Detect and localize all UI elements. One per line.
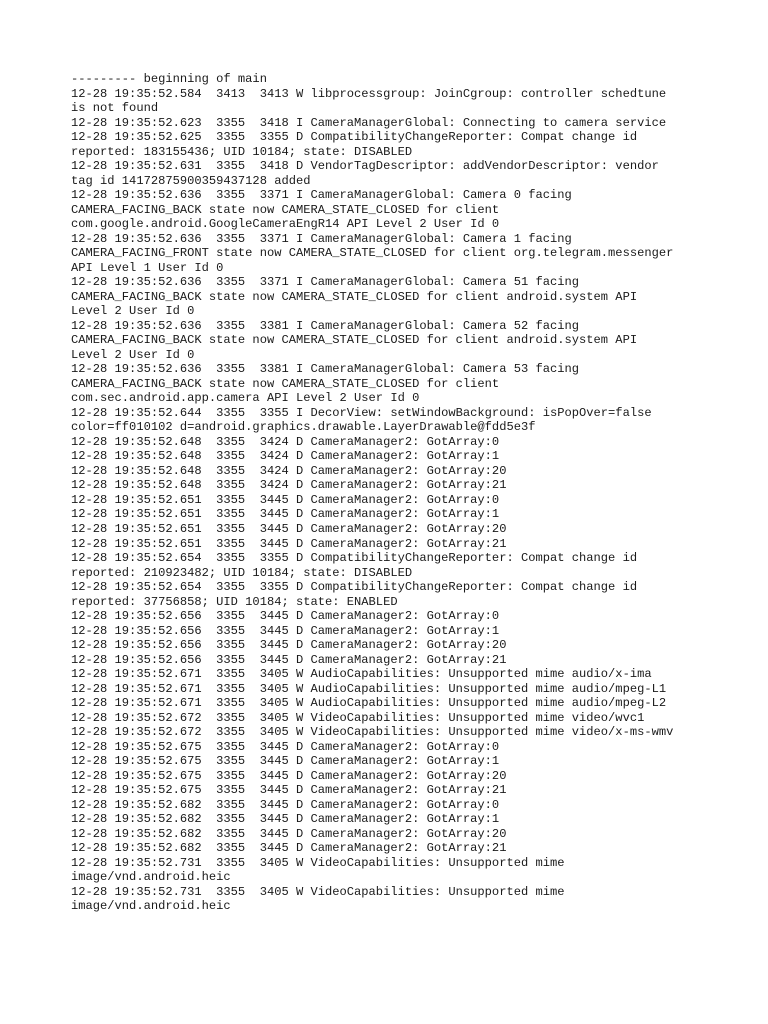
log-line: --------- beginning of main bbox=[71, 72, 267, 86]
log-line: Level 2 User Id 0 bbox=[71, 347, 195, 362]
log-line: 12-28 19:35:52.675 3355 3445 D CameraManager2: GotArray:20 bbox=[71, 768, 507, 783]
log-line: 12-28 19:35:52.672 3355 3405 W VideoCapabilities: Unsupported mime video/wvc1 bbox=[71, 710, 645, 725]
log-line: 12-28 19:35:52.671 3355 3405 W AudioCapabilities: Unsupported mime audio/x-ima bbox=[71, 667, 652, 682]
log-line: 12-28 19:35:52.682 3355 3445 D CameraManager2: GotArray:0 bbox=[71, 797, 500, 812]
log-line: 12-28 19:35:52.631 3355 3418 D VendorTagDescriptor: addVendorDescriptor: vendor bbox=[71, 159, 659, 174]
log-line: reported: 37756858; UID 10184; state: ENABLED bbox=[71, 594, 398, 609]
log-line: 12-28 19:35:52.584 3413 3413 W libprocessgroup: JoinCgroup: controller schedtune bbox=[71, 86, 667, 101]
log-line: 12-28 19:35:52.656 3355 3445 D CameraManager2: GotArray:21 bbox=[71, 652, 507, 667]
log-line: 12-28 19:35:52.731 3355 3405 W VideoCapabilities: Unsupported mime bbox=[71, 855, 565, 870]
log-line: 12-28 19:35:52.682 3355 3445 D CameraManager2: GotArray:21 bbox=[71, 841, 507, 856]
log-line: image/vnd.android.heic bbox=[71, 899, 231, 914]
log-line: 12-28 19:35:52.682 3355 3445 D CameraManager2: GotArray:1 bbox=[71, 812, 500, 827]
log-line: 12-28 19:35:52.731 3355 3405 W VideoCapabilities: Unsupported mime bbox=[71, 884, 565, 899]
log-line: 12-28 19:35:52.671 3355 3405 W AudioCapabilities: Unsupported mime audio/mpeg-L1 bbox=[71, 681, 667, 696]
log-line: reported: 183155436; UID 10184; state: DISABLED bbox=[71, 144, 413, 159]
log-line: 12-28 19:35:52.682 3355 3445 D CameraManager2: GotArray:20 bbox=[71, 826, 507, 841]
log-line: 12-28 19:35:52.651 3355 3445 D CameraManager2: GotArray:20 bbox=[71, 521, 507, 536]
log-line: 12-28 19:35:52.654 3355 3355 D CompatibilityChangeReporter: Compat change id bbox=[71, 580, 638, 595]
log-line: Level 2 User Id 0 bbox=[71, 304, 195, 319]
log-line: CAMERA_FACING_BACK state now CAMERA_STATE_CLOSED for client android.system API bbox=[71, 289, 638, 304]
log-line: 12-28 19:35:52.623 3355 3418 I CameraManagerGlobal: Connecting to camera service bbox=[71, 115, 667, 130]
log-line: 12-28 19:35:52.648 3355 3424 D CameraManager2: GotArray:20 bbox=[71, 463, 507, 478]
log-line: 12-28 19:35:52.656 3355 3445 D CameraManager2: GotArray:1 bbox=[71, 623, 500, 638]
log-line: 12-28 19:35:52.644 3355 3355 I DecorView: setWindowBackground: isPopOver=false bbox=[71, 405, 652, 420]
log-line: 12-28 19:35:52.636 3355 3371 I CameraManagerGlobal: Camera 51 facing bbox=[71, 275, 580, 290]
log-line: 12-28 19:35:52.656 3355 3445 D CameraManager2: GotArray:0 bbox=[71, 609, 500, 624]
log-line: 12-28 19:35:52.651 3355 3445 D CameraManager2: GotArray:0 bbox=[71, 492, 500, 507]
log-line: CAMERA_FACING_FRONT state now CAMERA_STATE_CLOSED for client org.telegram.messenger bbox=[71, 246, 674, 261]
log-line: image/vnd.android.heic bbox=[71, 870, 231, 885]
log-line: CAMERA_FACING_BACK state now CAMERA_STATE_CLOSED for client android.system API bbox=[71, 333, 638, 348]
log-line: 12-28 19:35:52.675 3355 3445 D CameraManager2: GotArray:21 bbox=[71, 783, 507, 798]
log-line: com.google.android.GoogleCameraEngR14 API Level 2 User Id 0 bbox=[71, 217, 500, 232]
log-line: reported: 210923482; UID 10184; state: DISABLED bbox=[71, 565, 413, 580]
log-line: 12-28 19:35:52.648 3355 3424 D CameraManager2: GotArray:21 bbox=[71, 478, 507, 493]
log-line: 12-28 19:35:52.654 3355 3355 D CompatibilityChangeReporter: Compat change id bbox=[71, 551, 638, 566]
log-line: 12-28 19:35:52.675 3355 3445 D CameraManager2: GotArray:1 bbox=[71, 754, 500, 769]
log-line: tag id 14172875900359437128 added bbox=[71, 173, 311, 188]
log-line: 12-28 19:35:52.675 3355 3445 D CameraManager2: GotArray:0 bbox=[71, 739, 500, 754]
log-line: 12-28 19:35:52.636 3355 3381 I CameraManagerGlobal: Camera 52 facing bbox=[71, 318, 580, 333]
log-line: color=ff010102 d=android.graphics.drawable.LayerDrawable@fdd5e3f bbox=[71, 420, 536, 435]
log-line: is not found bbox=[71, 101, 159, 116]
log-line: 12-28 19:35:52.648 3355 3424 D CameraManager2: GotArray:1 bbox=[71, 449, 500, 464]
log-line: 12-28 19:35:52.625 3355 3355 D CompatibilityChangeReporter: Compat change id bbox=[71, 130, 638, 145]
log-line: 12-28 19:35:52.636 3355 3371 I CameraManagerGlobal: Camera 1 facing bbox=[71, 231, 572, 246]
log-line: API Level 1 User Id 0 bbox=[71, 260, 224, 275]
log-line: 12-28 19:35:52.672 3355 3405 W VideoCapabilities: Unsupported mime video/x-ms-wmv bbox=[71, 725, 674, 740]
log-output bbox=[71, 72, 711, 914]
log-line: 12-28 19:35:52.656 3355 3445 D CameraManager2: GotArray:20 bbox=[71, 638, 507, 653]
log-line: com.sec.android.app.camera API Level 2 User Id 0 bbox=[71, 391, 420, 406]
log-line: 12-28 19:35:52.636 3355 3371 I CameraManagerGlobal: Camera 0 facing bbox=[71, 188, 572, 203]
log-line: 12-28 19:35:52.651 3355 3445 D CameraManager2: GotArray:1 bbox=[71, 507, 500, 522]
log-line: 12-28 19:35:52.648 3355 3424 D CameraManager2: GotArray:0 bbox=[71, 434, 500, 449]
log-line: 12-28 19:35:52.671 3355 3405 W AudioCapabilities: Unsupported mime audio/mpeg-L2 bbox=[71, 696, 667, 711]
log-line: 12-28 19:35:52.651 3355 3445 D CameraManager2: GotArray:21 bbox=[71, 536, 507, 551]
log-line: CAMERA_FACING_BACK state now CAMERA_STATE_CLOSED for client bbox=[71, 202, 500, 217]
log-line: 12-28 19:35:52.636 3355 3381 I CameraManagerGlobal: Camera 53 facing bbox=[71, 362, 580, 377]
log-line: CAMERA_FACING_BACK state now CAMERA_STATE_CLOSED for client bbox=[71, 376, 500, 391]
